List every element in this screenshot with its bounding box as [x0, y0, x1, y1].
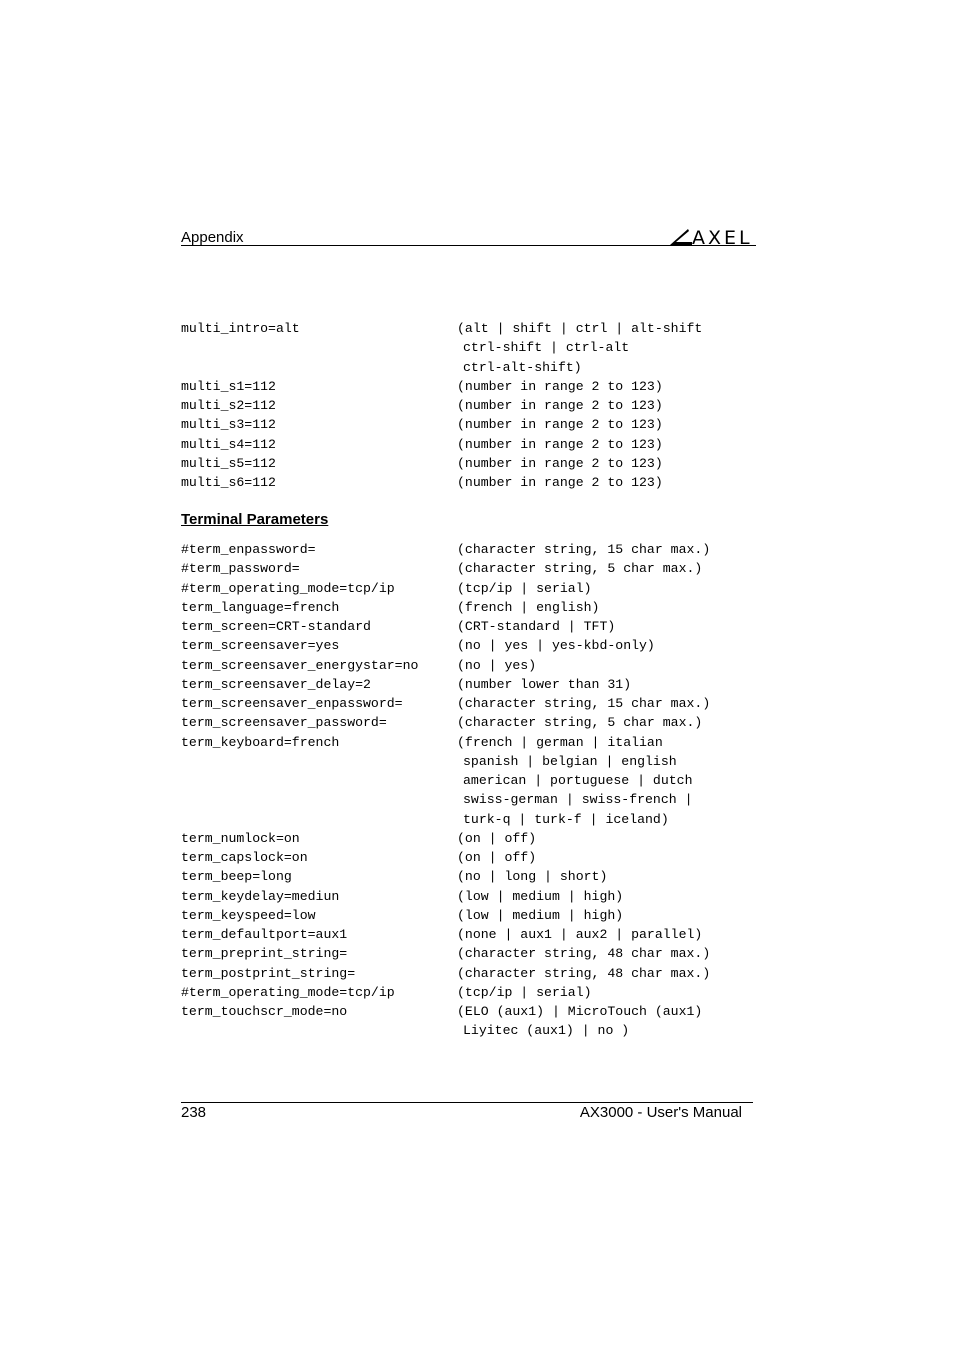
parameter-values: (ELO (aux1) | MicroTouch (aux1)	[457, 1004, 703, 1019]
parameter-values: (CRT-standard | TFT)	[457, 619, 616, 634]
parameter-key: term_screensaver=yes	[181, 638, 340, 654]
parameter-values: (number in range 2 to 123)	[457, 436, 663, 452]
parameter-key: term_capslock=on	[181, 850, 308, 865]
parameter-key: term_screensaver_enpassword=	[181, 696, 403, 711]
parameter-values: swiss-german | swiss-french |	[463, 792, 693, 808]
parameter-key: term_defaultport=aux1	[181, 927, 348, 942]
parameter-key: term_numlock=on	[181, 830, 300, 846]
parameter-key: multi_s4=112	[181, 436, 276, 452]
parameter-values: ctrl-shift | ctrl-alt	[463, 340, 630, 356]
parameter-key: multi_intro=alt	[181, 321, 300, 336]
parameter-key: #term_operating_mode=tcp/ip	[181, 984, 395, 1000]
parameter-values: (number in range 2 to 123)	[457, 455, 663, 471]
parameter-values: (no | long | short)	[457, 869, 608, 885]
parameter-key: #term_enpassword=	[181, 542, 316, 557]
parameter-key: term_screensaver_energystar=no	[181, 657, 419, 673]
parameter-key: multi_s2=112	[181, 398, 276, 413]
parameter-values: (number in range 2 to 123)	[457, 417, 663, 433]
parameter-key: term_keyspeed=low	[181, 907, 316, 923]
section-title: Terminal Parameters	[181, 511, 329, 528]
parameter-values: (french | english)	[457, 599, 600, 615]
parameter-values: (alt | shift | ctrl | alt-shift	[457, 321, 703, 336]
parameter-values: (none | aux1 | aux2 | parallel)	[457, 927, 703, 942]
parameter-key: term_keydelay=mediun	[181, 888, 340, 904]
manual-title: AX3000 - User's Manual	[579, 1104, 742, 1121]
parameter-values: Liyitec (aux1) | no )	[463, 1023, 630, 1039]
parameter-values: turk-q | turk-f | iceland)	[463, 811, 669, 827]
parameter-key: term_screensaver_password=	[181, 715, 387, 731]
parameter-key: #term_password=	[181, 561, 300, 577]
parameter-values: (low | medium | high)	[457, 888, 624, 904]
parameter-values: (tcp/ip | serial)	[457, 580, 592, 596]
parameter-key: multi_s5=112	[181, 455, 276, 471]
parameter-values: (on | off)	[457, 830, 537, 846]
parameter-key: term_touchscr_mode=no	[181, 1004, 348, 1019]
parameter-key: #term_operating_mode=tcp/ip	[181, 580, 395, 596]
parameter-values: (character string, 5 char max.)	[457, 715, 703, 731]
parameter-values: ctrl-alt-shift)	[463, 359, 582, 375]
parameter-key: term_keyboard=french	[181, 734, 340, 750]
parameter-values: (french | german | italian	[457, 734, 663, 750]
parameter-values: spanish | belgian | english	[463, 753, 677, 769]
parameter-values: (number in range 2 to 123)	[457, 378, 663, 394]
parameter-key: term_screen=CRT-standard	[181, 619, 371, 634]
parameter-values: american | portuguese | dutch	[463, 773, 693, 788]
axel-logo	[668, 225, 758, 247]
parameter-values: (character string, 48 char max.)	[457, 965, 711, 981]
parameter-key: term_language=french	[181, 599, 340, 615]
parameter-values: (number in range 2 to 123)	[457, 398, 663, 413]
parameter-values: (number in range 2 to 123)	[457, 475, 663, 490]
parameter-values: (character string, 15 char max.)	[457, 542, 711, 557]
parameter-values: (character string, 5 char max.)	[457, 561, 703, 577]
parameter-values: (no | yes)	[457, 657, 537, 673]
parameter-key: term_postprint_string=	[181, 965, 356, 981]
page-number: 238	[181, 1104, 207, 1121]
parameter-values: (number lower than 31)	[457, 676, 632, 692]
header-title: Appendix	[181, 229, 244, 246]
parameter-key: term_beep=long	[181, 869, 292, 885]
parameter-values: (character string, 48 char max.)	[457, 946, 711, 962]
parameter-key: multi_s3=112	[181, 417, 276, 433]
parameter-values: (low | medium | high)	[457, 907, 624, 923]
logo-text: AXEL	[692, 227, 753, 247]
parameter-values: (tcp/ip | serial)	[457, 984, 592, 1000]
parameter-key: term_screensaver_delay=2	[181, 676, 371, 692]
parameter-key: multi_s6=112	[181, 475, 276, 490]
header-rule	[181, 245, 756, 246]
parameter-key: term_preprint_string=	[181, 946, 348, 962]
parameter-key: multi_s1=112	[181, 378, 276, 394]
parameter-values: (on | off)	[457, 850, 537, 865]
parameter-values: (character string, 15 char max.)	[457, 696, 711, 711]
footer-rule	[181, 1102, 753, 1103]
parameter-values: (no | yes | yes-kbd-only)	[457, 638, 655, 654]
